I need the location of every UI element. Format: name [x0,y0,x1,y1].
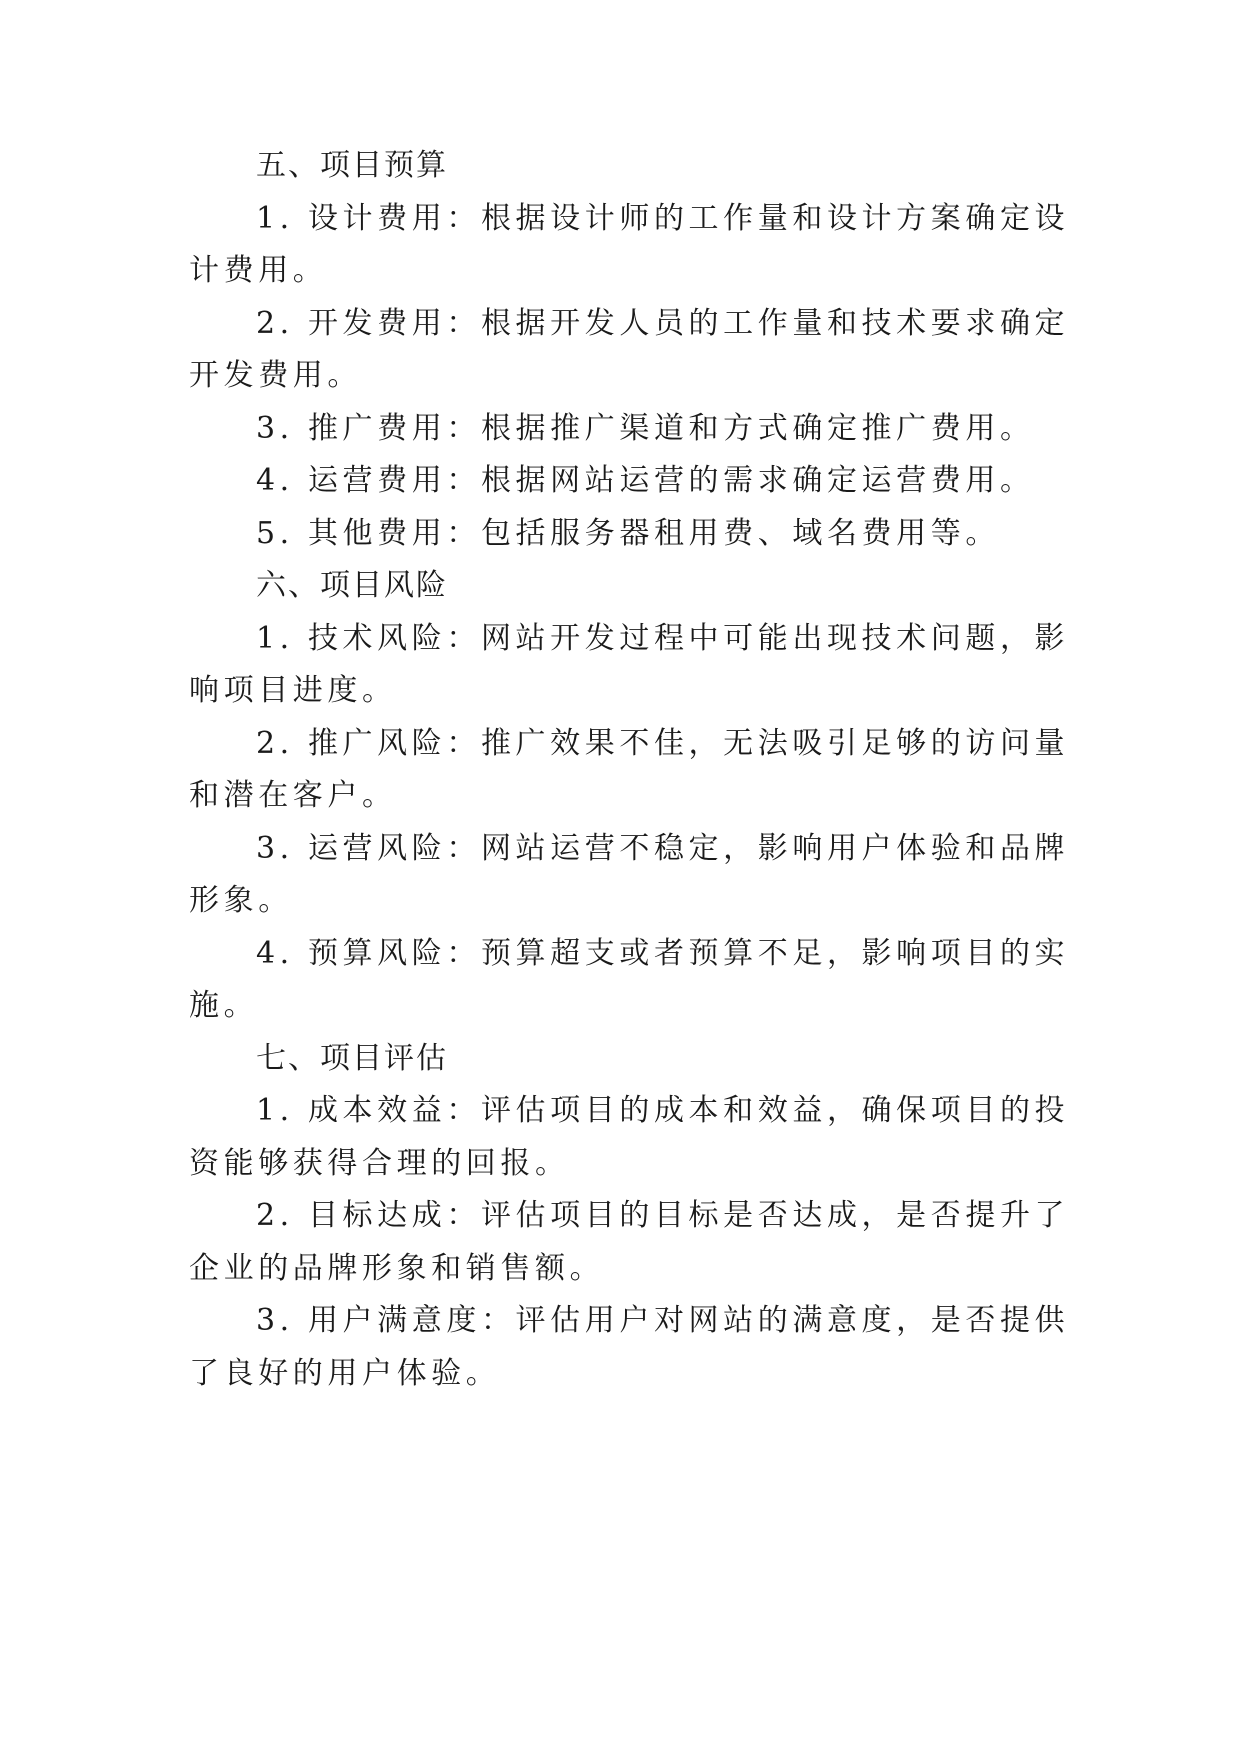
section-heading-evaluation: 七、项目评估 [256,1041,448,1076]
evaluation-item-1-continuation: 资能够获得合理的回报。 [189,1146,570,1181]
risk-item-4-continuation: 施。 [189,988,259,1023]
risk-item-2-continuation: 和潜在客户。 [189,778,397,813]
evaluation-item-2-continuation: 企业的品牌形象和销售额。 [189,1251,605,1286]
section-heading-risk: 六、项目风险 [256,568,448,603]
risk-item-2: 2. 推广风险：推广效果不佳，无法吸引足够的访问量 [256,726,1070,761]
risk-item-3: 3. 运营风险：网站运营不稳定，影响用户体验和品牌 [256,831,1070,866]
evaluation-item-1: 1. 成本效益：评估项目的成本和效益，确保项目的投 [256,1093,1070,1128]
risk-item-1: 1. 技术风险：网站开发过程中可能出现技术问题，影 [256,621,1070,656]
budget-item-5: 5. 其他费用：包括服务器租用费、域名费用等。 [256,516,1000,551]
evaluation-item-3-continuation: 了良好的用户体验。 [189,1356,501,1391]
risk-item-1-continuation: 响项目进度。 [189,673,397,708]
budget-item-4: 4. 运营费用：根据网站运营的需求确定运营费用。 [256,463,1035,498]
budget-item-2: 2. 开发费用：根据开发人员的工作量和技术要求确定 [256,306,1070,341]
budget-item-1: 1. 设计费用：根据设计师的工作量和设计方案确定设 [256,201,1070,236]
risk-item-3-continuation: 形象。 [189,883,293,918]
risk-item-4: 4. 预算风险：预算超支或者预算不足，影响项目的实 [256,936,1070,971]
evaluation-item-3: 3. 用户满意度：评估用户对网站的满意度，是否提供 [256,1303,1070,1338]
section-heading-budget: 五、项目预算 [256,148,448,183]
budget-item-3: 3. 推广费用：根据推广渠道和方式确定推广费用。 [256,411,1035,446]
budget-item-2-continuation: 开发费用。 [189,358,362,393]
evaluation-item-2: 2. 目标达成：评估项目的目标是否达成，是否提升了 [256,1198,1070,1233]
budget-item-1-continuation: 计费用。 [189,253,328,288]
